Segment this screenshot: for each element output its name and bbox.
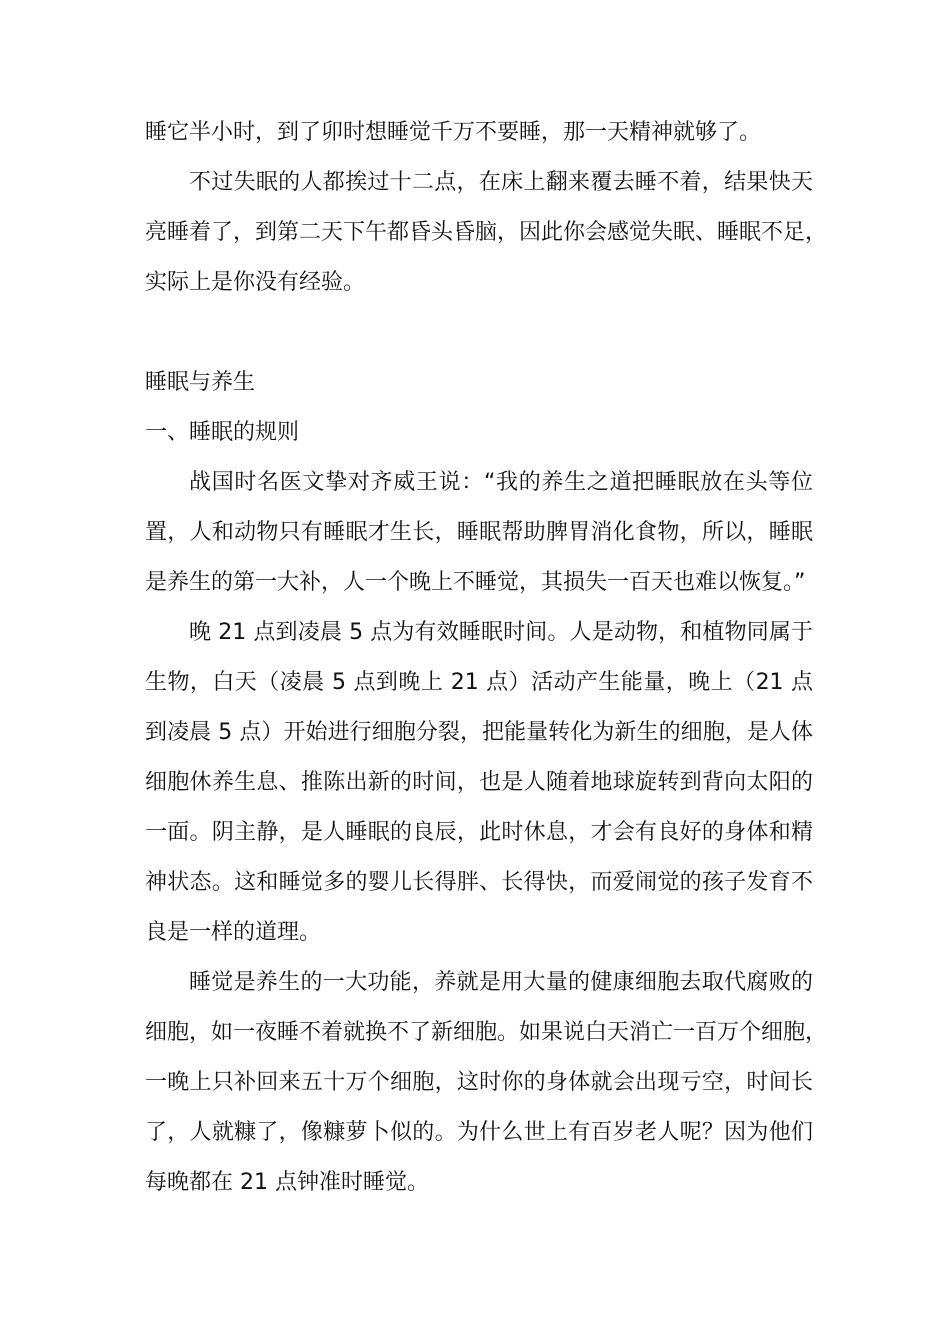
section-spacer <box>145 308 813 358</box>
subsection-title: 一、睡眠的规则 <box>145 420 300 445</box>
paragraph-first-line: 睡觉是养生的一大功能，养就是用大量的健康细胞去取代腐败的 <box>189 970 813 995</box>
paragraph-first-line: 不过失眠的人都挨过十二点，在床上翻来覆去睡不着，结果快天 <box>189 170 813 195</box>
text-line: 良是一样的道理。 <box>145 920 322 945</box>
text-line: 睡它半小时，到了卯时想睡觉千万不要睡，那一天精神就够了。 <box>145 120 762 145</box>
text-line: 是养生的第一大补，人一个晚上不睡觉，其损失一百天也难以恢复。” <box>145 570 806 595</box>
text-line: 生物，白天（凌晨 5 点到晚上 21 点）活动产生能量，晚上（21 点 <box>145 670 813 695</box>
document-body <box>145 108 828 1208</box>
section-title: 睡眠与养生 <box>145 370 256 395</box>
text-line: 实际上是你没有经验。 <box>145 270 366 295</box>
text-line: 到凌晨 5 点）开始进行细胞分裂，把能量转化为新生的细胞，是人体 <box>145 720 813 745</box>
text-line: 细胞，如一夜睡不着就换不了新细胞。如果说白天消亡一百万个细胞， <box>145 1020 828 1045</box>
text-line: 置，人和动物只有睡眠才生长，睡眠帮助脾胃消化食物，所以，睡眠 <box>145 520 813 545</box>
paragraph-first-line: 晚 21 点到凌晨 5 点为有效睡眠时间。人是动物，和植物同属于 <box>189 620 813 645</box>
paragraph-first-line: 战国时名医文挚对齐威王说：“我的养生之道把睡眠放在头等位 <box>189 470 813 495</box>
text-line: 神状态。这和睡觉多的婴儿长得胖、长得快，而爱闹觉的孩子发育不 <box>145 870 813 895</box>
text-line: 每晚都在 21 点钟准时睡觉。 <box>145 1170 429 1195</box>
text-line: 一面。阴主静，是人睡眠的良辰，此时休息，才会有良好的身体和精 <box>145 820 813 845</box>
text-line: 一晚上只补回来五十万个细胞，这时你的身体就会出现亏空，时间长 <box>145 1070 813 1095</box>
text-line: 了，人就糠了，像糠萝卜似的。为什么世上有百岁老人呢？因为他们 <box>145 1120 813 1145</box>
text-line: 细胞休养生息、推陈出新的时间，也是人随着地球旋转到背向太阳的 <box>145 770 813 795</box>
text-line: 亮睡着了，到第二天下午都昏头昏脑，因此你会感觉失眠、睡眠不足， <box>145 220 828 245</box>
